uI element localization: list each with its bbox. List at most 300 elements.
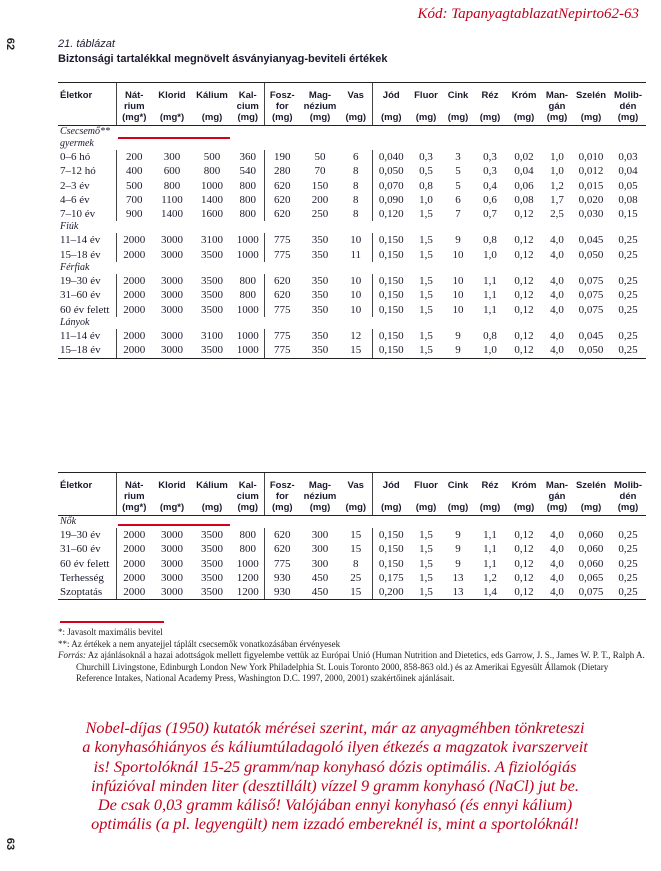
table-row xyxy=(58,179,646,193)
value-cell: 0,150 xyxy=(372,557,410,571)
value-cell: 0,25 xyxy=(618,289,638,302)
value-cell: 3000 xyxy=(161,275,183,288)
table-footnotes xyxy=(58,627,646,685)
group-label-row xyxy=(58,317,646,329)
value-cell: 1400 xyxy=(201,193,223,206)
value-cell: 620 xyxy=(264,193,300,207)
value-cell: 0,200 xyxy=(372,585,410,600)
column-header: Man- gán (mg) xyxy=(542,473,572,516)
value-cell: 0,12 xyxy=(514,543,534,556)
column-header: Man- gán (mg) xyxy=(542,83,572,126)
age-cell: 11–14 év xyxy=(60,329,101,342)
value-cell: 1,5 xyxy=(419,208,433,221)
column-header: Mag- nézium (mg) xyxy=(300,83,340,126)
value-cell: 0,060 xyxy=(578,529,604,541)
value-cell: 150 xyxy=(311,179,329,192)
value-cell: 1,5 xyxy=(419,543,433,556)
value-cell: 3000 xyxy=(161,248,183,261)
value-cell: 190 xyxy=(264,150,300,164)
value-cell: 1200 xyxy=(232,585,264,600)
value-cell: 1,0 xyxy=(419,193,433,206)
group-label-row xyxy=(58,221,646,233)
value-cell: 0,12 xyxy=(514,289,534,302)
mineral-intake-table-1 xyxy=(58,82,646,359)
value-cell: 0,150 xyxy=(372,248,410,262)
page-number-bottom: 63 xyxy=(4,837,17,851)
age-cell: 7–10 év xyxy=(60,208,96,221)
value-cell: 0,150 xyxy=(372,542,410,556)
value-cell: 1,5 xyxy=(419,329,433,342)
value-cell: 0,175 xyxy=(372,571,410,585)
value-cell: 300 xyxy=(311,543,329,556)
age-cell: Terhesség xyxy=(60,571,104,584)
value-cell: 0,050 xyxy=(572,343,610,358)
value-cell: 1000 xyxy=(232,343,264,358)
value-cell: 0,120 xyxy=(372,207,410,221)
value-cell: 800 xyxy=(203,165,221,178)
value-cell: 0,090 xyxy=(372,193,410,207)
column-header: Molib- dén (mg) xyxy=(610,473,646,516)
value-cell: 300 xyxy=(311,557,329,570)
value-cell: 1600 xyxy=(201,208,223,221)
red-underline-footnote xyxy=(60,621,164,623)
value-cell: 775 xyxy=(264,343,300,358)
table-row xyxy=(58,303,646,317)
column-header: Jód (mg) xyxy=(372,473,410,516)
footnote-source-label: Forrás: xyxy=(58,650,87,660)
document-code-label: Kód: TapanyagtablazatNepirto62-63 xyxy=(417,6,639,22)
value-cell: 0,3 xyxy=(483,165,497,178)
column-header: Klorid (mg*) xyxy=(152,83,192,126)
value-cell: 0,012 xyxy=(578,165,604,178)
value-cell: 620 xyxy=(264,179,300,193)
value-cell: 3000 xyxy=(152,585,192,600)
value-cell: 0,12 xyxy=(514,208,534,221)
value-cell: 500 xyxy=(116,179,152,193)
note-line: infúzióval minden liter (desztillált) vízzel 9 gramm konyhasó (NaCl) jut be. xyxy=(91,775,579,795)
value-cell: 1000 xyxy=(236,557,259,570)
value-cell: 350 xyxy=(300,343,340,358)
value-cell: 0,150 xyxy=(372,528,410,542)
value-cell: 9 xyxy=(455,557,461,570)
value-cell: 0,075 xyxy=(578,275,604,288)
table-row xyxy=(58,571,646,585)
note-line: De csak 0,03 gramm káliső! Valójában ennyi konyhasó (és ennyi kálium) xyxy=(97,795,573,815)
value-cell: 8 xyxy=(353,179,359,192)
column-header: Vas (mg) xyxy=(340,83,372,126)
value-cell: 0,03 xyxy=(618,151,638,163)
note-line: a konyhasóhiányos és káliumtúladagoló ilyen étkezés a magzatok ivarszerveit xyxy=(82,737,588,757)
column-header: Vas (mg) xyxy=(340,473,372,516)
value-cell: 500 xyxy=(203,151,221,163)
column-header: Szelén (mg) xyxy=(572,83,610,126)
value-cell: 3000 xyxy=(161,234,183,247)
value-cell: 6 xyxy=(353,151,359,163)
value-cell: 2000 xyxy=(116,248,152,262)
value-cell: 10 xyxy=(350,289,362,302)
value-cell: 0,12 xyxy=(514,529,534,541)
age-cell: 4–6 év xyxy=(60,193,90,206)
value-cell: 1,1 xyxy=(483,529,497,541)
value-cell: 3000 xyxy=(161,289,183,302)
value-cell: 9 xyxy=(442,343,474,358)
value-cell: 0,075 xyxy=(578,303,604,316)
value-cell: 1,5 xyxy=(419,234,433,247)
value-cell: 3000 xyxy=(161,303,183,316)
column-header: Molib- dén (mg) xyxy=(610,83,646,126)
page-number-top: 62 xyxy=(4,37,17,51)
group-label: Férfiak xyxy=(60,262,90,274)
value-cell: 0,08 xyxy=(514,193,534,206)
value-cell: 3500 xyxy=(192,585,232,600)
value-cell: 280 xyxy=(264,164,300,178)
red-annotation-note xyxy=(20,718,650,834)
value-cell: 1000 xyxy=(236,248,259,261)
value-cell: 1,5 xyxy=(419,303,433,316)
value-cell: 0,25 xyxy=(618,329,638,342)
value-cell: 15 xyxy=(350,543,362,556)
value-cell: 1,5 xyxy=(419,248,433,261)
value-cell: 0,15 xyxy=(618,208,638,221)
value-cell: 0,050 xyxy=(372,164,410,178)
value-cell: 0,12 xyxy=(514,329,534,342)
value-cell: 0,04 xyxy=(618,165,638,178)
value-cell: 2000 xyxy=(116,303,152,317)
value-cell: 1,1 xyxy=(483,289,497,302)
value-cell: 0,12 xyxy=(514,571,534,584)
value-cell: 0,3 xyxy=(419,151,433,163)
value-cell: 800 xyxy=(239,193,256,206)
value-cell: 10 xyxy=(452,303,464,316)
value-cell: 7 xyxy=(455,208,461,221)
value-cell: 8 xyxy=(353,193,359,206)
column-header: Fluor (mg) xyxy=(410,83,442,126)
value-cell: 10 xyxy=(350,234,362,247)
value-cell: 0,8 xyxy=(483,234,497,247)
value-cell: 540 xyxy=(239,165,256,178)
value-cell: 4,0 xyxy=(542,585,572,600)
value-cell: 0,5 xyxy=(419,165,433,178)
value-cell: 8 xyxy=(353,165,359,178)
value-cell: 2000 xyxy=(116,542,152,556)
value-cell: 2000 xyxy=(116,557,152,571)
table-row xyxy=(58,542,646,556)
value-cell: 3000 xyxy=(161,543,183,556)
age-cell: 31–60 év xyxy=(60,289,101,302)
table-row xyxy=(58,528,646,542)
value-cell: 4,0 xyxy=(550,557,564,570)
value-cell: 0,4 xyxy=(483,179,497,192)
value-cell: 360 xyxy=(239,151,256,163)
age-cell: 15–18 év xyxy=(60,248,101,261)
value-cell: 620 xyxy=(264,288,300,302)
value-cell: 3500 xyxy=(201,248,223,261)
value-cell: 25 xyxy=(350,571,362,584)
value-cell: 3000 xyxy=(161,329,183,342)
value-cell: 1,2 xyxy=(550,179,564,192)
group-label-row xyxy=(58,516,646,529)
value-cell: 0,150 xyxy=(372,303,410,317)
value-cell: 0,150 xyxy=(372,274,410,288)
value-cell: 4,0 xyxy=(550,571,564,584)
value-cell: 10 xyxy=(452,289,464,302)
value-cell: 775 xyxy=(264,303,300,317)
value-cell: 350 xyxy=(311,289,329,302)
value-cell: 200 xyxy=(311,193,329,206)
value-cell: 350 xyxy=(311,275,329,288)
value-cell: 3 xyxy=(455,151,461,163)
value-cell: 1,1 xyxy=(483,275,497,288)
value-cell: 450 xyxy=(300,585,340,600)
value-cell: 250 xyxy=(311,208,329,221)
column-header: Nát- rium (mg*) xyxy=(116,473,152,516)
mineral-intake-table-2 xyxy=(58,472,646,600)
column-header: Fosz- for (mg) xyxy=(264,473,300,516)
footnote-max-intake: *: Javasolt maximális bevitel xyxy=(58,627,163,637)
value-cell: 0,12 xyxy=(506,585,542,600)
value-cell: 0,020 xyxy=(578,193,604,206)
value-cell: 0,12 xyxy=(506,343,542,358)
value-cell: 1000 xyxy=(236,234,259,247)
value-cell: 0,075 xyxy=(578,289,604,302)
value-cell: 3000 xyxy=(161,571,183,584)
value-cell: 3500 xyxy=(201,289,223,302)
value-cell: 0,060 xyxy=(578,543,604,556)
value-cell: 0,25 xyxy=(618,303,638,316)
value-cell: 0,08 xyxy=(618,193,638,206)
value-cell: 775 xyxy=(264,233,300,247)
column-header: Króm (mg) xyxy=(506,83,542,126)
value-cell: 0,015 xyxy=(578,179,604,192)
value-cell: 0,040 xyxy=(372,150,410,164)
value-cell: 0,12 xyxy=(514,248,534,261)
value-cell: 2000 xyxy=(116,343,152,358)
value-cell: 1,1 xyxy=(483,557,497,570)
table-row xyxy=(58,557,646,571)
value-cell: 0,010 xyxy=(578,151,604,163)
value-cell: 0,04 xyxy=(514,165,534,178)
red-underline-table2 xyxy=(118,524,230,526)
value-cell: 930 xyxy=(264,585,300,600)
age-cell: 0–6 hó xyxy=(60,151,91,163)
value-cell: 0,25 xyxy=(618,248,638,261)
value-cell: 1,4 xyxy=(474,585,506,600)
value-cell: 1000 xyxy=(201,179,223,192)
value-cell: 0,030 xyxy=(578,208,604,221)
footnote-infants: **: Az értékek a nem anyatejjel táplált csecsemők vonatkozásában érvényesek xyxy=(58,638,341,649)
value-cell: 620 xyxy=(264,542,300,556)
value-cell: 800 xyxy=(239,179,256,192)
value-cell: 1,0 xyxy=(474,343,506,358)
value-cell: 0,02 xyxy=(514,151,534,163)
value-cell: 5 xyxy=(455,165,461,178)
value-cell: 1,2 xyxy=(483,571,497,584)
value-cell: 1400 xyxy=(161,208,183,221)
value-cell: 3500 xyxy=(201,275,223,288)
value-cell: 700 xyxy=(116,193,152,207)
age-cell: 60 év felett xyxy=(60,557,110,570)
table-row xyxy=(58,274,646,288)
value-cell: 2000 xyxy=(116,288,152,302)
column-header: Cink (mg) xyxy=(442,83,474,126)
value-cell: 620 xyxy=(264,274,300,288)
value-cell: 9 xyxy=(455,234,461,247)
table-row xyxy=(58,164,646,178)
value-cell: 4,0 xyxy=(550,329,564,342)
value-cell: 15 xyxy=(340,343,372,358)
age-cell: 60 év felett xyxy=(60,303,110,316)
value-cell: 800 xyxy=(239,289,256,302)
age-cell: 19–30 év xyxy=(60,529,101,541)
value-cell: 0,150 xyxy=(372,343,410,358)
value-cell: 0,12 xyxy=(514,234,534,247)
table-row xyxy=(58,248,646,262)
value-cell: 775 xyxy=(264,248,300,262)
value-cell: 0,06 xyxy=(514,179,534,192)
table-number: 21. táblázat xyxy=(58,38,115,50)
value-cell: 4,0 xyxy=(550,529,564,541)
value-cell: 1,5 xyxy=(419,289,433,302)
age-cell: Szoptatás xyxy=(58,585,116,600)
value-cell: 3000 xyxy=(161,529,183,541)
value-cell: 3500 xyxy=(201,571,223,584)
group-label: Lányok xyxy=(60,316,90,328)
value-cell: 50 xyxy=(314,151,326,163)
group-label-row xyxy=(58,262,646,274)
value-cell: 3000 xyxy=(161,557,183,570)
value-cell: 300 xyxy=(311,529,329,541)
value-cell: 3500 xyxy=(201,303,223,316)
value-cell: 4,0 xyxy=(550,543,564,556)
column-header: Réz (mg) xyxy=(474,473,506,516)
value-cell: 930 xyxy=(264,571,300,585)
value-cell: 0,25 xyxy=(610,343,646,358)
value-cell: 0,070 xyxy=(372,179,410,193)
value-cell: 12 xyxy=(350,329,362,342)
table-header-row xyxy=(58,473,646,516)
value-cell: 800 xyxy=(163,179,181,192)
table-row xyxy=(58,329,646,343)
value-cell: 0,25 xyxy=(610,585,646,600)
value-cell: 1000 xyxy=(236,329,259,342)
value-cell: 13 xyxy=(442,585,474,600)
value-cell: 2000 xyxy=(116,585,152,600)
value-cell: 3000 xyxy=(152,343,192,358)
value-cell: 8 xyxy=(353,557,359,570)
value-cell: 9 xyxy=(455,529,461,541)
value-cell: 0,25 xyxy=(618,234,638,247)
value-cell: 800 xyxy=(239,208,256,221)
age-cell: 15–18 év xyxy=(58,343,116,358)
age-cell: 11–14 év xyxy=(60,234,101,247)
value-cell: 350 xyxy=(311,303,329,316)
value-cell: 0,25 xyxy=(618,557,638,570)
value-cell: 2000 xyxy=(116,274,152,288)
value-cell: 600 xyxy=(163,165,181,178)
column-header: Fluor (mg) xyxy=(410,473,442,516)
value-cell: 8 xyxy=(353,208,359,221)
value-cell: 4,0 xyxy=(542,343,572,358)
value-cell: 620 xyxy=(264,528,300,542)
value-cell: 0,065 xyxy=(578,571,604,584)
note-line: is! Sportolóknál 15-25 gramm/nap konyhasó dózis optimális. A fiziológiás xyxy=(93,756,577,776)
table-row xyxy=(58,193,646,207)
value-cell: 10 xyxy=(452,248,464,261)
value-cell: 3100 xyxy=(201,234,223,247)
age-cell: 31–60 év xyxy=(60,543,101,556)
value-cell: 1000 xyxy=(236,303,259,316)
value-cell: 1,5 xyxy=(410,343,442,358)
group-label: Nők xyxy=(60,516,77,527)
value-cell: 1,5 xyxy=(419,275,433,288)
red-underline-table1 xyxy=(118,137,230,139)
group-label-row xyxy=(58,138,646,150)
value-cell: 2,5 xyxy=(550,208,564,221)
value-cell: 0,25 xyxy=(618,529,638,541)
value-cell: 0,3 xyxy=(483,151,497,163)
value-cell: 1,5 xyxy=(419,529,433,541)
group-label: Csecsemő** xyxy=(60,126,110,137)
value-cell: 4,0 xyxy=(550,234,564,247)
value-cell: 0,05 xyxy=(618,179,638,192)
age-cell: 19–30 év xyxy=(60,275,101,288)
value-cell: 2000 xyxy=(116,571,152,585)
value-cell: 0,8 xyxy=(419,179,433,192)
value-cell: 3500 xyxy=(201,557,223,570)
column-header: Jód (mg) xyxy=(372,83,410,126)
note-line: optimális (a pl. legyengült) nem izzadó embereknél is, mint a sportolóknál! xyxy=(91,814,579,834)
value-cell: 0,7 xyxy=(483,208,497,221)
column-header: Kálium (mg) xyxy=(192,83,232,126)
table-row xyxy=(58,585,646,600)
column-header: Szelén (mg) xyxy=(572,473,610,516)
value-cell: 775 xyxy=(264,329,300,343)
value-cell: 400 xyxy=(116,164,152,178)
table-row xyxy=(58,288,646,302)
value-cell: 10 xyxy=(452,275,464,288)
value-cell: 1,7 xyxy=(550,193,564,206)
value-cell: 200 xyxy=(116,150,152,164)
value-cell: 0,045 xyxy=(578,329,604,342)
value-cell: 0,045 xyxy=(578,234,604,247)
value-cell: 15 xyxy=(350,529,362,541)
group-label: gyermek xyxy=(60,138,94,149)
column-header: Króm (mg) xyxy=(506,473,542,516)
column-header: Kálium (mg) xyxy=(192,473,232,516)
value-cell: 1,1 xyxy=(483,543,497,556)
value-cell: 800 xyxy=(239,275,256,288)
column-header: Kal- cium (mg) xyxy=(232,473,264,516)
value-cell: 0,150 xyxy=(372,329,410,343)
value-cell: 15 xyxy=(340,585,372,600)
value-cell: 5 xyxy=(455,179,461,192)
value-cell: 1,1 xyxy=(483,303,497,316)
value-cell: 70 xyxy=(314,165,326,178)
value-cell: 0,25 xyxy=(618,571,638,584)
value-cell: 4,0 xyxy=(550,248,564,261)
group-label: Fiúk xyxy=(60,221,79,233)
value-cell: 0,075 xyxy=(572,585,610,600)
age-cell: 7–12 hó xyxy=(60,165,96,178)
value-cell: 4,0 xyxy=(550,275,564,288)
column-header: Réz (mg) xyxy=(474,83,506,126)
table-row xyxy=(58,233,646,247)
table-row xyxy=(58,207,646,221)
column-header: Klorid (mg*) xyxy=(152,473,192,516)
value-cell: 300 xyxy=(163,151,181,163)
value-cell: 0,25 xyxy=(618,275,638,288)
column-header: Életkor xyxy=(58,83,116,126)
